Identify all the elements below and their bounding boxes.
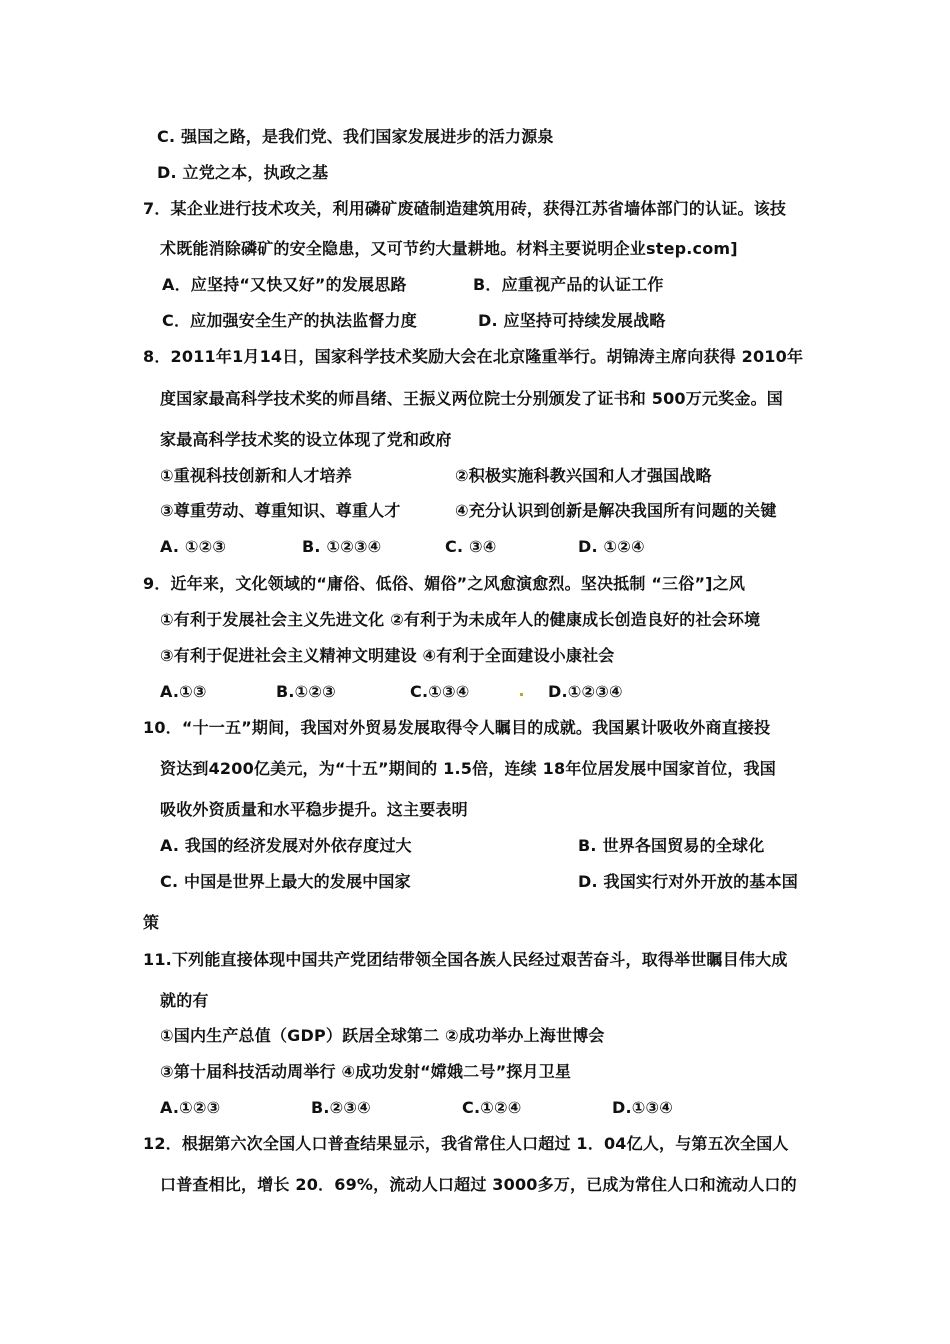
question-9-stem: 9．近年来，文化领域的“庸俗、低俗、媚俗”之风愈演愈烈。坚决抵制 “三俗”]之风 bbox=[143, 574, 746, 593]
question-7-stem-line2: 术既能消除磷矿的安全隐患，又可节约大量耕地。材料主要说明企业step.com] bbox=[160, 239, 738, 258]
option-8a: A. ①②③ bbox=[160, 537, 227, 556]
question-12-stem-line1: 12．根据第六次全国人口普查结果显示，我省常住人口超过 1．04亿人，与第五次全国人 bbox=[143, 1134, 789, 1153]
statement-8-1: ①重视科技创新和人才培养 bbox=[160, 466, 352, 485]
option-9c: C.①③④ bbox=[410, 682, 470, 701]
statement-9-1-2: ①有利于发展社会主义先进文化 ②有利于为未成年人的健康成长创造良好的社会环境 bbox=[160, 610, 761, 629]
option-7c: C．应加强安全生产的执法监督力度 bbox=[162, 311, 417, 330]
statement-9-3-4: ③有利于促进社会主义精神文明建设 ④有利于全面建设小康社会 bbox=[160, 646, 615, 665]
option-11a: A.①②③ bbox=[160, 1098, 221, 1117]
question-10-stem-line2: 资达到4200亿美元，为“十五”期间的 1.5倍，连续 18年位居发展中国家首位，我国 bbox=[160, 759, 776, 778]
option-9b: B.①②③ bbox=[276, 682, 336, 701]
question-11-stem-line1: 11.下列能直接体现中国共产党团结带领全国各族人民经过艰苦奋斗，取得举世瞩目伟大成 bbox=[143, 950, 788, 969]
option-7d: D. 应坚持可持续发展战略 bbox=[478, 311, 666, 330]
option-11b: B.②③④ bbox=[311, 1098, 371, 1117]
question-12-stem-line2: 口普查相比，增长 20．69%，流动人口超过 3000多万，已成为常住人口和流动人口的 bbox=[160, 1175, 797, 1194]
statement-8-3: ③尊重劳动、尊重知识、尊重人才 bbox=[160, 501, 401, 520]
option-10d-continued: 策 bbox=[143, 913, 160, 932]
question-7-stem-line1: 7．某企业进行技术攻关，利用磷矿废碴制造建筑用砖，获得江苏省墙体部门的认证。该技 bbox=[143, 199, 787, 218]
option-8c: C. ③④ bbox=[445, 537, 497, 556]
option-7b: B．应重视产品的认证工作 bbox=[473, 275, 664, 294]
statement-8-4: ④充分认识到创新是解决我国所有问题的关键 bbox=[455, 501, 777, 520]
question-8-stem-line1: 8．2011年1月14日，国家科学技术奖励大会在北京隆重举行。胡锦涛主席向获得 2010年 bbox=[143, 347, 804, 366]
stray-mark bbox=[520, 693, 523, 696]
option-10b: B. 世界各国贸易的全球化 bbox=[578, 836, 765, 855]
option-6c: C. 强国之路，是我们党、我们国家发展进步的活力源泉 bbox=[157, 127, 554, 146]
option-10d: D. 我国实行对外开放的基本国 bbox=[578, 872, 798, 891]
option-9a: A.①③ bbox=[160, 682, 207, 701]
question-11-stem-line2: 就的有 bbox=[160, 991, 209, 1010]
question-8-stem-line2: 度国家最高科学技术奖的师昌绪、王振义两位院士分别颁发了证书和 500万元奖金。国 bbox=[160, 389, 783, 408]
statement-8-2: ②积极实施科教兴国和人才强国战略 bbox=[455, 466, 712, 485]
option-11d: D.①③④ bbox=[612, 1098, 673, 1117]
statement-11-3-4: ③第十届科技活动周举行 ④成功发射“嫦娥二号”探月卫星 bbox=[160, 1062, 572, 1081]
question-8-stem-line3: 家最高科学技术奖的设立体现了党和政府 bbox=[160, 430, 452, 449]
option-10c: C. 中国是世界上最大的发展中国家 bbox=[160, 872, 411, 891]
statement-11-1-2: ①国内生产总值（GDP）跃居全球第二 ②成功举办上海世博会 bbox=[160, 1026, 605, 1045]
question-10-stem-line3: 吸收外资质量和水平稳步提升。这主要表明 bbox=[160, 800, 468, 819]
option-9d: D.①②③④ bbox=[548, 682, 623, 701]
option-6d: D. 立党之本，执政之基 bbox=[157, 163, 329, 182]
option-8d: D. ①②④ bbox=[578, 537, 645, 556]
option-8b: B. ①②③④ bbox=[302, 537, 382, 556]
option-7a: A．应坚持“又快又好”的发展思路 bbox=[162, 275, 407, 294]
option-10a: A. 我国的经济发展对外依存度过大 bbox=[160, 836, 412, 855]
option-11c: C.①②④ bbox=[462, 1098, 522, 1117]
question-10-stem-line1: 10．“十一五”期间，我国对外贸易发展取得令人瞩目的成就。我国累计吸收外商直接投 bbox=[143, 718, 771, 737]
